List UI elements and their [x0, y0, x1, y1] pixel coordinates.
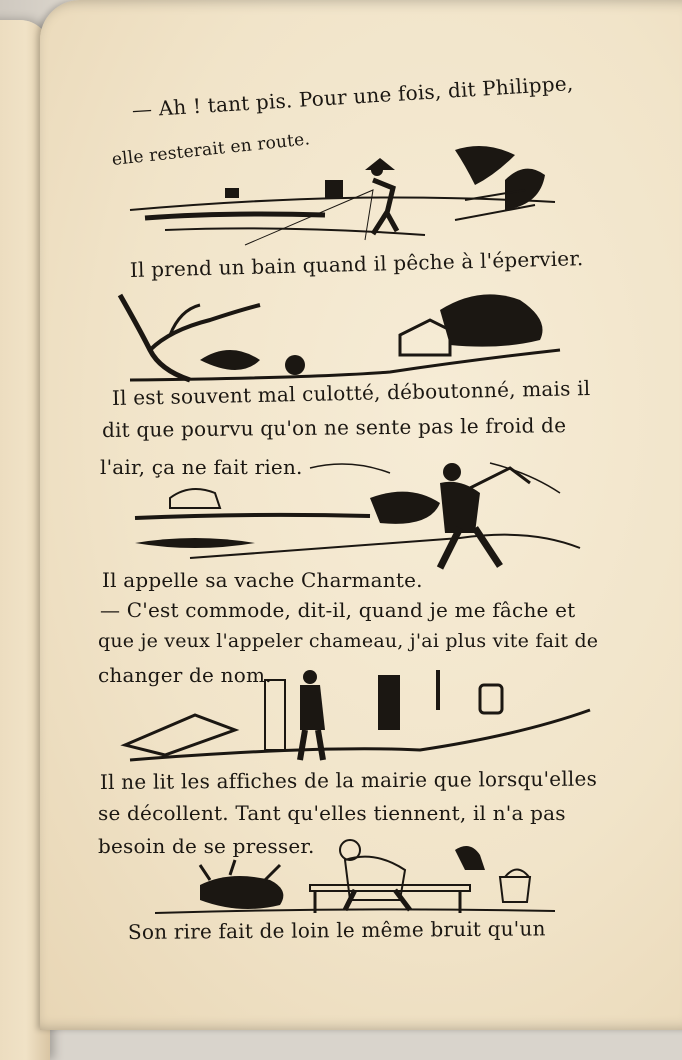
- fisherman-illustration: [125, 140, 565, 250]
- text-line-7: Il appelle sa vache Charmante.: [102, 568, 423, 592]
- text-line-13: besoin de se presser.: [98, 834, 315, 858]
- tree-house-illustration: [110, 290, 570, 390]
- text-line-11: Il ne lit les affiches de la mairie que lorsqu'elles: [99, 766, 598, 794]
- cow-farmer-illustration: [130, 458, 590, 583]
- text-line-10: changer de nom.: [98, 663, 272, 687]
- text-line-2: elle resterait en route.: [110, 129, 311, 170]
- text-line-14: Son rire fait de loin le même bruit qu'un: [127, 916, 546, 944]
- text-line-9: que je veux l'appeler chameau, j'ai plus vite fait de: [98, 630, 599, 652]
- text-line-1: — Ah ! tant pis. Pour une fois, dit Philippe,: [131, 71, 574, 122]
- text-line-6: l'air, ça ne fait rien.: [100, 455, 303, 479]
- text-line-12: se décollent. Tant qu'elles tiennent, il n'a pas: [98, 801, 566, 825]
- text-line-5: dit que pourvu qu'on ne sente pas le froid de: [101, 413, 567, 442]
- laughing-man-illustration: [155, 835, 555, 920]
- text-line-3: Il prend un bain quand il pêche à l'épervier.: [129, 246, 584, 282]
- text-line-8: — C'est commode, dit-il, quand je me fâche et: [100, 598, 576, 622]
- text-line-4: Il est souvent mal culotté, déboutonné, mais il: [111, 375, 591, 410]
- posters-illustration: [120, 665, 600, 770]
